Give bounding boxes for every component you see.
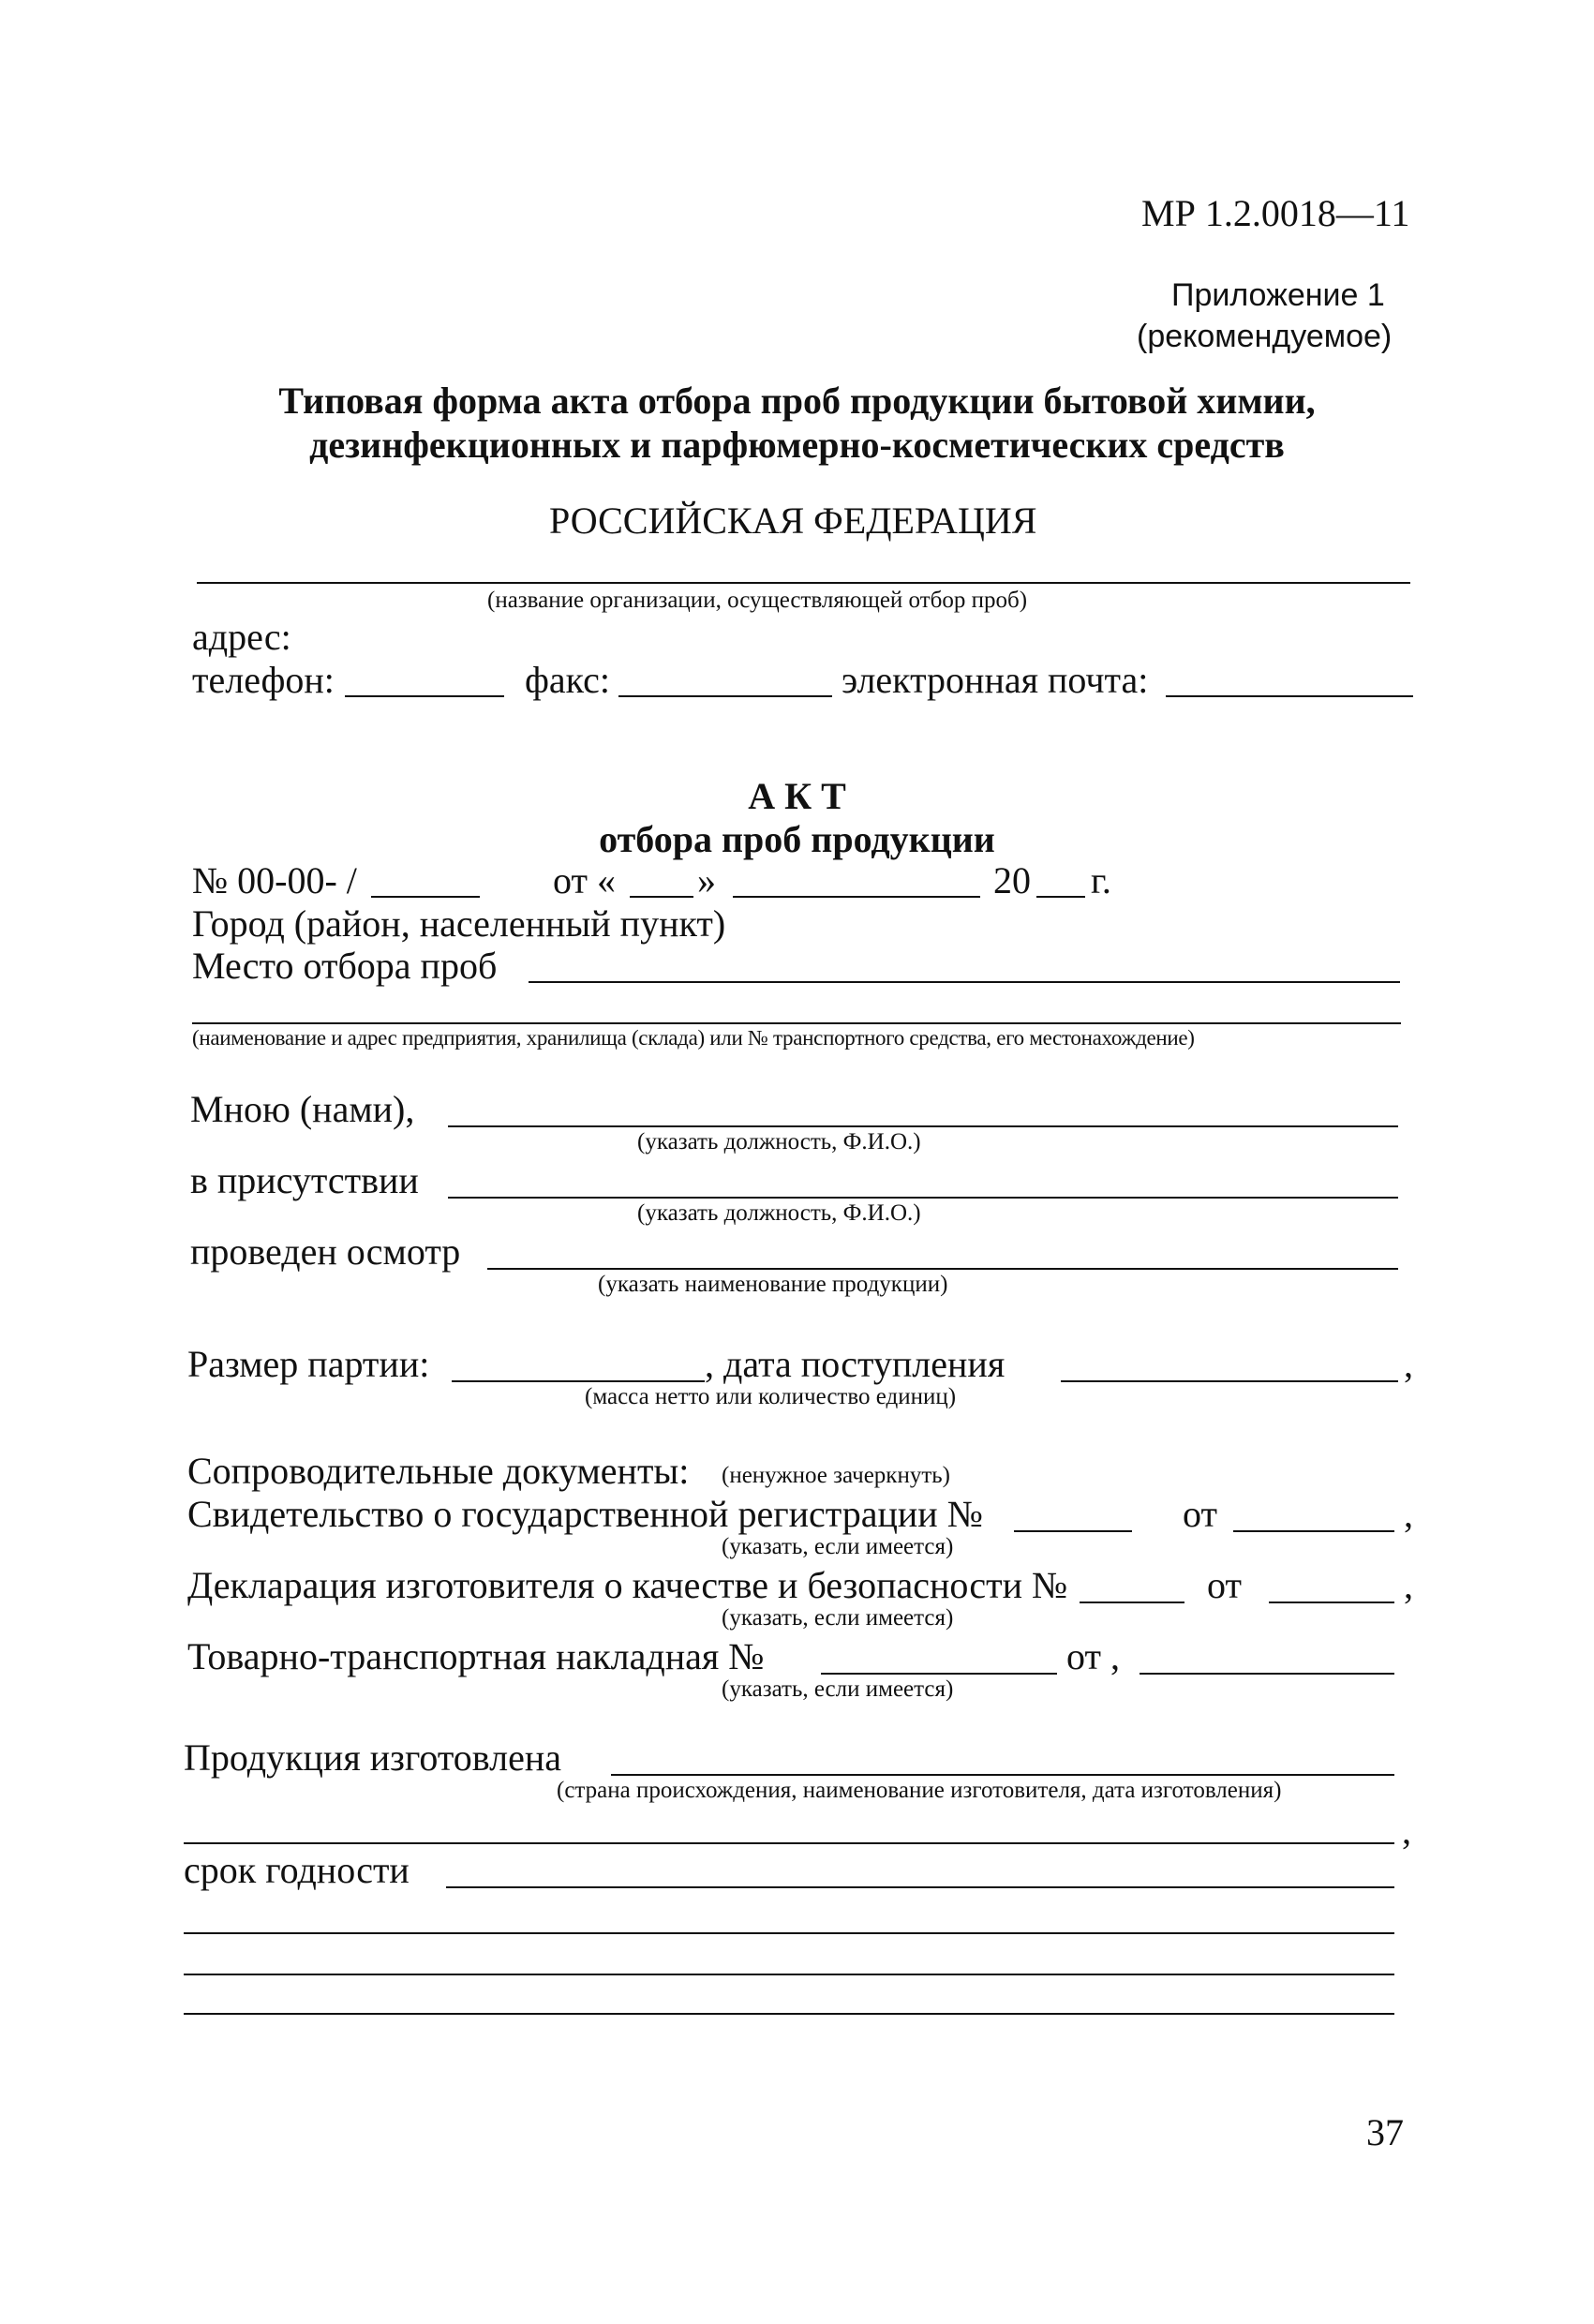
date-from-label: от « (553, 859, 616, 901)
presence-hint: (указать должность, Ф.И.О.) (637, 1200, 921, 1226)
act-number-field[interactable] (371, 896, 480, 898)
batch-comma: , (1404, 1343, 1413, 1385)
country-name: РОССИЙСКАЯ ФЕДЕРАЦИЯ (549, 499, 1037, 542)
appendix-note: (рекомендуемое) (1137, 319, 1393, 354)
declaration-date-field[interactable] (1269, 1601, 1394, 1603)
product-made-label: Продукция изготовлена (184, 1736, 562, 1779)
certificate-from-label: от (1183, 1493, 1217, 1535)
presence-field[interactable] (448, 1197, 1398, 1199)
waybill-date-field[interactable] (1140, 1673, 1394, 1675)
act-heading: А К Т (748, 775, 846, 817)
city-label: Город (район, населенный пункт) (192, 902, 726, 945)
fax-label: факс: (525, 659, 610, 701)
certificate-comma: , (1404, 1493, 1413, 1535)
arrival-date-field[interactable] (1061, 1380, 1398, 1382)
inspection-label: проведен осмотр (190, 1230, 461, 1273)
title-line-1: Типовая форма акта отбора проб продукции бытовой химии, (278, 380, 1316, 422)
sampling-place-label: Место отбора проб (192, 945, 498, 987)
certificate-hint: (указать, если имеется) (722, 1534, 954, 1559)
extra-line-1[interactable] (184, 1932, 1394, 1934)
date-year-prefix: 20 (993, 859, 1031, 901)
waybill-number-field[interactable] (821, 1673, 1057, 1675)
waybill-label: Товарно-транспортная накладная № (187, 1635, 765, 1677)
organization-name-line[interactable] (197, 582, 1410, 584)
by-label: Мною (нами), (190, 1088, 415, 1130)
shelf-life-label: срок годности (184, 1849, 410, 1891)
by-field[interactable] (448, 1125, 1398, 1127)
declaration-comma: , (1404, 1564, 1413, 1606)
address-label: адрес: (192, 616, 291, 658)
phone-label: телефон: (192, 659, 335, 701)
certificate-label: Свидетельство о государственной регистрации № (187, 1493, 983, 1535)
date-day-field[interactable] (630, 896, 693, 898)
page-number: 37 (1366, 2111, 1404, 2153)
product-made-hint: (страна происхождения, наименование изготовителя, дата изготовления) (557, 1778, 1282, 1803)
sampling-place-hint: (наименование и адрес предприятия, хранилища (склада) или № транспортного средства, его местонахождение) (192, 1026, 1195, 1050)
date-month-field[interactable] (733, 896, 980, 898)
certificate-number-field[interactable] (1014, 1530, 1132, 1532)
batch-size-hint: (масса нетто или количество единиц) (585, 1384, 957, 1409)
product-made-field-2[interactable] (184, 1842, 1394, 1844)
sampling-place-field-2[interactable] (192, 1022, 1401, 1024)
inspection-field[interactable] (487, 1268, 1398, 1270)
extra-line-2[interactable] (184, 1974, 1394, 1975)
certificate-date-field[interactable] (1233, 1530, 1394, 1532)
fax-field[interactable] (618, 695, 832, 697)
date-year-suffix: г. (1091, 859, 1111, 901)
sampling-place-field[interactable] (529, 981, 1400, 983)
declaration-label: Декларация изготовителя о качестве и безопасности № (187, 1564, 1068, 1606)
organization-hint: (название организации, осуществляющей отбор проб) (487, 588, 1028, 613)
title-line-2: дезинфекционных и парфюмерно-косметических средств (309, 424, 1285, 466)
inspection-hint: (указать наименование продукции) (598, 1272, 948, 1297)
by-hint: (указать должность, Ф.И.О.) (637, 1129, 921, 1155)
waybill-hint: (указать, если имеется) (722, 1676, 954, 1702)
product-made-field[interactable] (611, 1774, 1394, 1776)
documents-note: (ненужное зачеркнуть) (722, 1463, 950, 1488)
act-number-label: № 00-00- / (192, 859, 357, 901)
waybill-from-label: от , (1066, 1635, 1120, 1677)
declaration-number-field[interactable] (1080, 1601, 1184, 1603)
batch-size-label: Размер партии: (187, 1343, 430, 1385)
batch-size-field[interactable] (452, 1380, 705, 1382)
shelf-life-field[interactable] (446, 1886, 1394, 1888)
date-quote-close: » (697, 859, 716, 901)
document-code: МР 1.2.0018—11 (1141, 192, 1410, 234)
email-field[interactable] (1166, 695, 1413, 697)
email-label: электронная почта: (842, 659, 1149, 701)
date-year-field[interactable] (1036, 896, 1085, 898)
phone-field[interactable] (345, 695, 504, 697)
declaration-from-label: от (1207, 1564, 1242, 1606)
declaration-hint: (указать, если имеется) (722, 1605, 954, 1631)
product-comma: , (1402, 1810, 1411, 1852)
appendix-label: Приложение 1 (1171, 277, 1385, 313)
presence-label: в присутствии (190, 1159, 419, 1201)
arrival-date-label: , дата поступления (705, 1343, 1006, 1385)
act-subheading: отбора проб продукции (599, 818, 995, 860)
documents-label: Сопроводительные документы: (187, 1450, 690, 1492)
extra-line-3[interactable] (184, 2013, 1394, 2015)
